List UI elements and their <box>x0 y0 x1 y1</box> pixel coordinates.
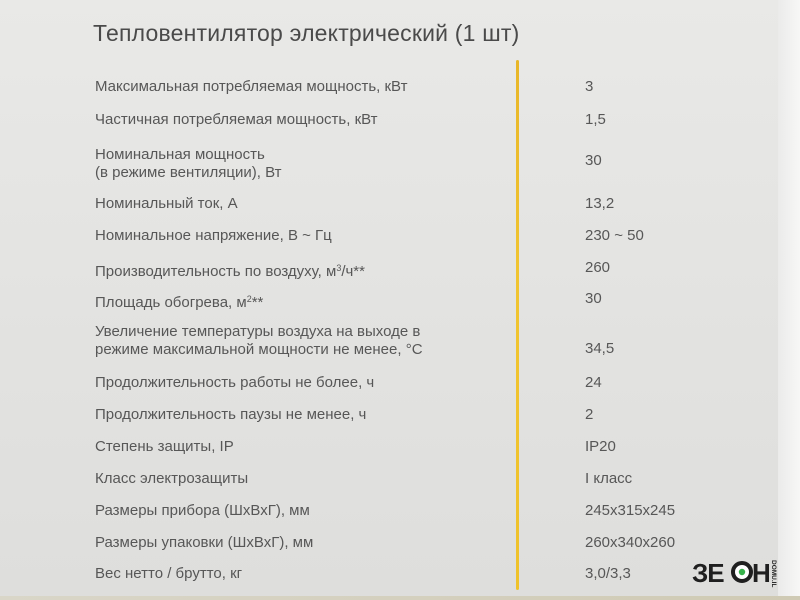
spec-label <box>95 290 505 312</box>
svg-text:DOMU.IL: DOMU.IL <box>770 560 777 588</box>
spec-label: Степень защиты, IP <box>95 438 234 455</box>
spec-label-line1: Номинальная мощность <box>95 146 265 163</box>
spec-label-text: Площадь обогрева, м <box>95 294 247 311</box>
spec-value: 1,5 <box>585 111 606 128</box>
spec-label: Продолжительность работы не более, ч <box>95 374 375 391</box>
spec-label-text: Производительность по воздуху, м <box>95 263 337 280</box>
spec-label <box>95 146 505 182</box>
spec-value: 2 <box>585 406 594 423</box>
spec-value: 230 ~ 50 <box>585 227 644 244</box>
spec-label: Максимальная потребляемая мощность, кВт <box>95 78 408 95</box>
spec-value: 34,5 <box>585 340 615 357</box>
spec-label-line2: режиме максимальной мощности не менее, °С <box>95 341 423 358</box>
bottom-edge <box>0 596 800 600</box>
page-title: Тепловентилятор электрический (1 шт) <box>93 20 520 46</box>
spec-value: 3,0/3,3 <box>585 565 631 582</box>
spec-value: 3 <box>585 78 594 95</box>
spec-label-superscript: 2 <box>246 294 252 304</box>
spec-label: Частичная потребляемая мощность, кВт <box>95 111 378 128</box>
spec-value: 13,2 <box>585 195 615 212</box>
svg-text:Н: Н <box>752 558 771 588</box>
spec-value: 260x340x260 <box>585 534 676 551</box>
spec-label: Размеры упаковки (ШхВхГ), мм <box>95 534 314 551</box>
sheet-edge <box>778 0 800 600</box>
spec-label <box>95 259 505 281</box>
zeon-logo <box>690 556 790 588</box>
spec-label-line2: (в режиме вентиляции), Вт <box>95 164 282 181</box>
spec-value: I класс <box>585 470 633 487</box>
spec-label: Размеры прибора (ШхВхГ), мм <box>95 502 310 519</box>
spec-label-line1: Увеличение температуры воздуха на выходе в <box>95 323 421 340</box>
spec-value: 245x315x245 <box>585 502 676 519</box>
spec-value: 24 <box>585 374 602 391</box>
spec-label-suffix: ** <box>251 294 264 311</box>
spec-value: 260 <box>585 259 611 276</box>
spec-label: Продолжительность паузы не менее, ч <box>95 406 367 423</box>
spec-label: Номинальное напряжение, В ~ Гц <box>95 227 332 244</box>
spec-label: Класс электрозащиты <box>95 470 249 487</box>
spec-label-superscript: 3 <box>336 263 342 273</box>
spec-label-suffix: /ч** <box>341 263 365 280</box>
spec-value: IP20 <box>585 438 616 455</box>
spec-label: Вес нетто / брутто, кг <box>95 565 243 582</box>
yellow-divider-line <box>516 60 519 590</box>
spec-value: 30 <box>585 152 602 169</box>
svg-text:ЗЕ: ЗЕ <box>692 558 724 588</box>
spec-value: 30 <box>585 290 602 307</box>
spec-label <box>95 323 505 359</box>
spec-label: Номинальный ток, А <box>95 195 238 212</box>
